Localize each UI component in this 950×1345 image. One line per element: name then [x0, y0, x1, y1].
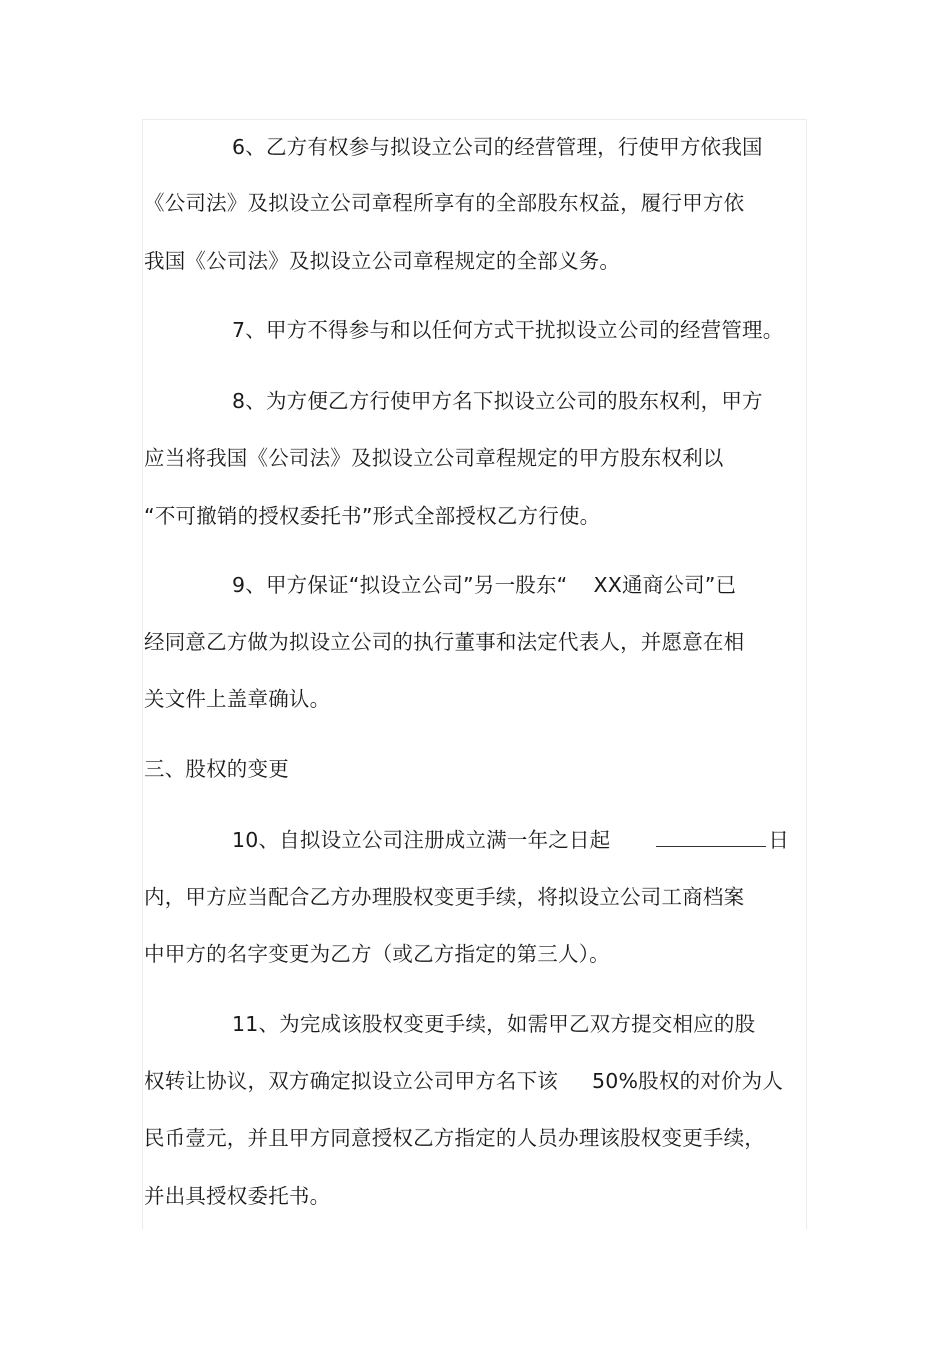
clause-9-line-1	[232, 575, 736, 596]
clause-9-line-1-part-b: XX通商公司”已	[593, 573, 737, 597]
clause-8-line-1: 8、为方便乙方行使甲方名下拟设立公司的股东权利，甲方	[232, 389, 763, 413]
clause-9-line-3: 关文件上盖章确认。	[144, 687, 331, 711]
clause-11-line-3: 民币壹元，并且甲方同意授权乙方指定的人员办理该股权变更手续，	[144, 1126, 765, 1150]
fill-in-blank	[656, 832, 766, 847]
clause-10-line-2: 内，甲方应当配合乙方办理股权变更手续，将拟设立公司工商档案	[144, 885, 745, 909]
clause-10-line-1-part-b: 日	[768, 828, 790, 852]
clause-6-line-3: 我国《公司法》及拟设立公司章程规定的全部义务。	[144, 249, 621, 273]
clause-11-line-2-part-b: 50%股权的对价为人	[592, 1069, 784, 1093]
section-3-heading: 三、股权的变更	[144, 757, 289, 781]
clause-10-line-1-part-a: 10、自拟设立公司注册成立满一年之日起	[232, 828, 611, 852]
page-frame	[142, 119, 807, 1229]
clause-9-line-1-part-a: 9、甲方保证“拟设立公司”另一股东“	[232, 573, 568, 597]
clause-9-line-2: 经同意乙方做为拟设立公司的执行董事和法定代表人，并愿意在相	[144, 630, 745, 654]
clause-10-line-3: 中甲方的名字变更为乙方（或乙方指定的第三人）。	[144, 942, 610, 966]
clause-11-line-4: 并出具授权委托书。	[144, 1184, 331, 1208]
clause-10-line-1	[232, 830, 789, 851]
clause-8-line-2: 应当将我国《公司法》及拟设立公司章程规定的甲方股东权利以	[144, 446, 724, 470]
clause-8-line-3: “不可撤销的授权委托书”形式全部授权乙方行使。	[144, 504, 601, 528]
clause-11-line-1: 11、为完成该股权变更手续，如需甲乙双方提交相应的股	[232, 1012, 756, 1036]
clause-7-line-1: 7、甲方不得参与和以任何方式干扰拟设立公司的经营管理。	[232, 318, 784, 342]
clause-6-line-1: 6、乙方有权参与拟设立公司的经营管理，行使甲方依我国	[232, 135, 763, 159]
clause-6-line-2: 《公司法》及拟设立公司章程所享有的全部股东权益，履行甲方依	[144, 191, 745, 215]
clause-11-line-2-part-a: 权转让协议，双方确定拟设立公司甲方名下该	[144, 1069, 558, 1093]
clause-11-line-2	[144, 1071, 783, 1092]
